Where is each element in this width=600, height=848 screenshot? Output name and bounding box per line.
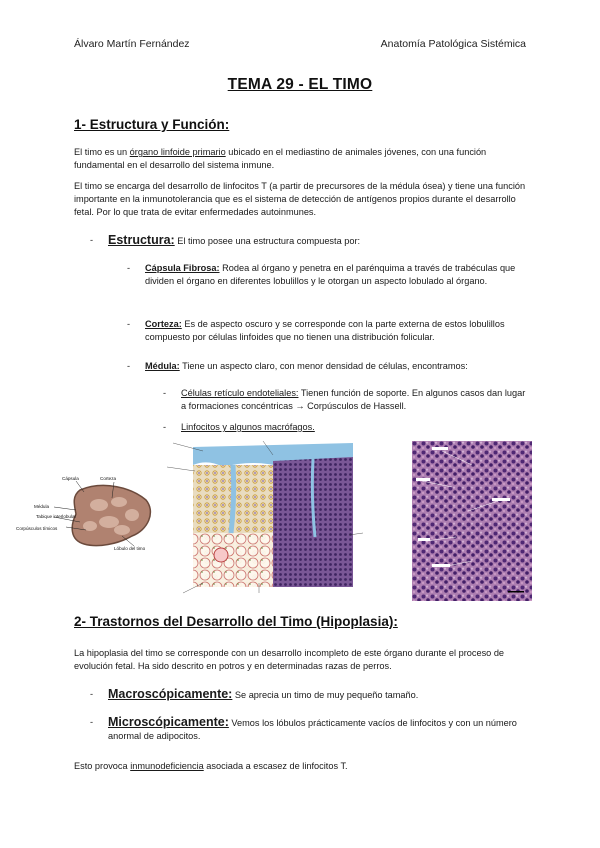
page-title: TEMA 29 - EL TIMO [227, 76, 373, 93]
bullet-dash: - [163, 422, 167, 432]
bullet-capsula: - Cápsula Fibrosa: Rodea al órgano y penetra en el parénquima a través de trabéculas que dividen el órgano en diferentes lobulillos y le otorgan un aspecto lobulado al órgano. [127, 263, 516, 286]
header-author: Álvaro Martín Fernández [74, 38, 190, 50]
section2-paragraph-1: La hipoplasia del timo se corresponde con un desarrollo incompleto de este órgano durante el proceso de evolución fetal. Ha sido descrito en potros y en determinadas razas de perros. [74, 648, 505, 671]
bullet-dash: - [90, 235, 94, 245]
diagram-label-3: Tabique interlobular [36, 514, 77, 519]
bullet-medula: - Médula: Tiene un aspecto claro, con menor densidad de células, encontramos: [127, 361, 468, 371]
diagram-label-5: Lóbulo del timo [114, 546, 146, 551]
bullet-microscopicamente: - Microscópicamente: Vemos los lóbulos prácticamente vacíos de linfocitos y con un número anormal de adipocitos. [90, 715, 517, 741]
section2-paragraph-end: Esto provoca inmunodeficiencia asociada a escasez de linfocitos T. [74, 761, 348, 771]
bullet-linfocitos [163, 421, 526, 434]
micro-term: Microscópicamente: [108, 715, 229, 729]
bullet-celulas-reticulo: - Células retículo endoteliales: Tienen función de soporte. En algunos casos dan lugar a formaciones concéntricas → Corpúsculos de Hassell. [163, 388, 526, 411]
section1-paragraph-1: El timo es un órgano linfoide primario ubicado en el mediastino de animales jóvenes, con una función fundamental en el desarrollo del sistema inmune. [74, 147, 487, 170]
macro-term: Macroscópicamente: [108, 687, 233, 701]
trabecula [231, 465, 234, 533]
diagram-label-1: Corteza [100, 476, 117, 481]
linfocitos-term: Linfocitos y algunos macrófagos. [181, 422, 315, 432]
section1-heading: 1- Estructura y Función: [74, 117, 230, 132]
thymus-histology-illustration [163, 437, 398, 603]
immunodeficiency-term: inmunodeficiencia [130, 761, 204, 771]
adipose-region [193, 533, 273, 587]
primary-lymphoid-organ-term: órgano linfoide primario [129, 147, 226, 157]
section1-paragraph-2: El timo se encarga del desarrollo de linfocitos T (a partir de precursores de la médula ósea) y tiene una función importante en la inmunotolerancia que es el sistema de detección de antígenos propios durante el desarrollo fetal. Por lo que trata de evitar enfermedades autoinmunes. [74, 181, 526, 217]
diagram-label-0: Cápsula [62, 476, 79, 481]
thymus-microscopy-image [412, 441, 532, 601]
bullet-macroscopicamente: - Macroscópicamente: Se aprecia un timo de muy pequeño tamaño. [90, 687, 419, 701]
celulas-term: Células retículo endoteliales: [181, 388, 299, 398]
bullet-dash: - [127, 263, 131, 273]
bullet-estructura: - Estructura: El timo posee una estructura compuesta por: [90, 233, 361, 247]
capsula-term: Cápsula Fibrosa: [145, 263, 220, 273]
diagram-label-4: Corpúsculos tímicos [16, 526, 58, 531]
bullet-corteza: - Corteza: Es de aspecto oscuro y se corresponde con la parte externa de estos lobulillos compuesto por células linfoides que no tienen una distribución folicular. [127, 319, 505, 342]
hassall-corpuscle [214, 548, 228, 562]
estructura-term: Estructura: [108, 233, 175, 247]
bullet-dash: - [127, 361, 131, 371]
section2-heading: 2- Trastornos del Desarrollo del Timo (Hipoplasia): [74, 614, 398, 629]
corteza-term: Corteza: [145, 319, 182, 329]
header-subject: Anatomía Patológica Sistémica [380, 38, 526, 50]
scale-bar [508, 591, 524, 593]
medula-term: Médula: [145, 361, 180, 371]
bullet-dash: - [90, 689, 94, 699]
diagram-label-2: Médula [34, 504, 50, 509]
bullet-dash: - [127, 319, 131, 329]
thymus-lobe-diagram [14, 470, 162, 560]
bullet-dash: - [90, 717, 94, 727]
bullet-dash: - [163, 388, 167, 398]
